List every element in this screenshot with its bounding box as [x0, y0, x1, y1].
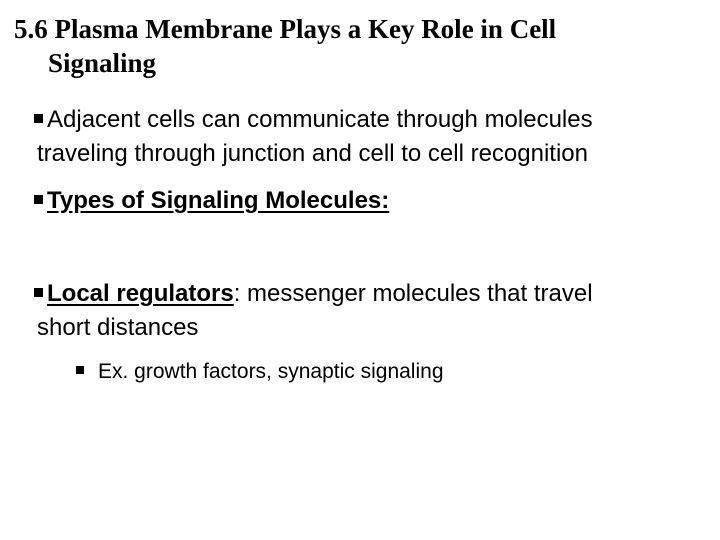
bullet-types-of-signaling — [34, 184, 704, 218]
slide-title — [14, 12, 704, 80]
square-bullet-icon — [34, 288, 43, 297]
sub-bullet-examples — [76, 357, 696, 387]
slide-title-line-1: 5.6 Plasma Membrane Plays a Key Role in Cell — [14, 14, 557, 44]
bullet-heading: Local regulators — [47, 280, 234, 307]
bullet-adjacent-cells — [34, 103, 704, 171]
bullet-line-1 — [34, 277, 704, 311]
bullet-line-1 — [34, 184, 704, 218]
square-bullet-icon — [34, 114, 43, 123]
sub-bullet-text: Ex. growth factors, synaptic signaling — [98, 360, 444, 383]
bullet-local-regulators — [34, 277, 704, 345]
bullet-line-2: short distances — [37, 314, 199, 341]
bullet-heading: Types of Signaling Molecules: — [47, 187, 390, 214]
square-bullet-icon — [34, 195, 43, 204]
slide-title-line-2: Signaling — [48, 48, 157, 78]
bullet-text: : messenger molecules that travel — [233, 280, 593, 307]
square-bullet-icon — [76, 366, 84, 374]
bullet-text: Adjacent cells can communicate through molecules — [47, 106, 593, 133]
bullet-line-2: traveling through junction and cell to cell recognition — [37, 140, 589, 167]
bullet-line-1 — [34, 103, 704, 137]
